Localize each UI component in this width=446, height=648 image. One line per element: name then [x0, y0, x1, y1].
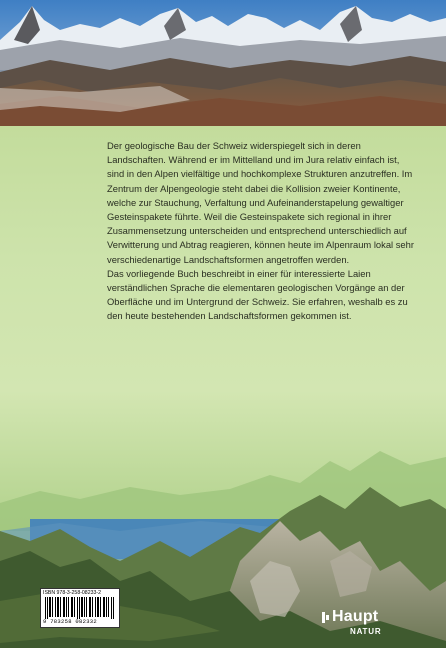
blurb-paragraph-1: Der geologische Bau der Schweiz widerspiegelt sich in deren Landschaften. Während er im Mittelland und im Jura relativ einfach ist, sind in den Alpen vielfältige und hochkomplexe Strukturen anzutreffen. Im Zentrum der Alpengeologie steht dabei die Kollision zweier Kontinente, welche zur Stauchung, Verfaltung und Aufeinanderstapelung gewaltiger Gesteinspakete führte. Weil die Gesteinspakete sich regional in ihrer Zusammensetzung unterscheiden und entsprechend unterschiedlich auf Verwitterung und Abtrag reagieren, können heute im Alpenraum lokal sehr verschiedenartige Landschaftsformen angetroffen werden. [107, 140, 414, 265]
publisher-name: Haupt [332, 608, 379, 625]
isbn-barcode-box [40, 588, 120, 628]
alpine-panorama-photo [0, 0, 446, 126]
blurb-paragraph-2: Das vorliegende Buch beschreibt in einer für interessierte Laien verständlichen Sprache die elementaren geologischen Vorgänge an der Oberfläche und im Untergrund der Schweiz. Sie erfahren, weshalb es zu den heute bestehenden Landschaftsformen gekommen ist. [107, 267, 408, 322]
haupt-mark-icon [322, 612, 329, 623]
barcode-icon [45, 597, 115, 619]
ean-number: 9 783258 082332 [43, 618, 98, 625]
cover-blurb [107, 139, 419, 324]
isbn-label: ISBN 978-3-258-08233-2 [43, 590, 101, 596]
publisher-logo [322, 608, 406, 642]
publisher-imprint: NATUR [350, 627, 382, 636]
